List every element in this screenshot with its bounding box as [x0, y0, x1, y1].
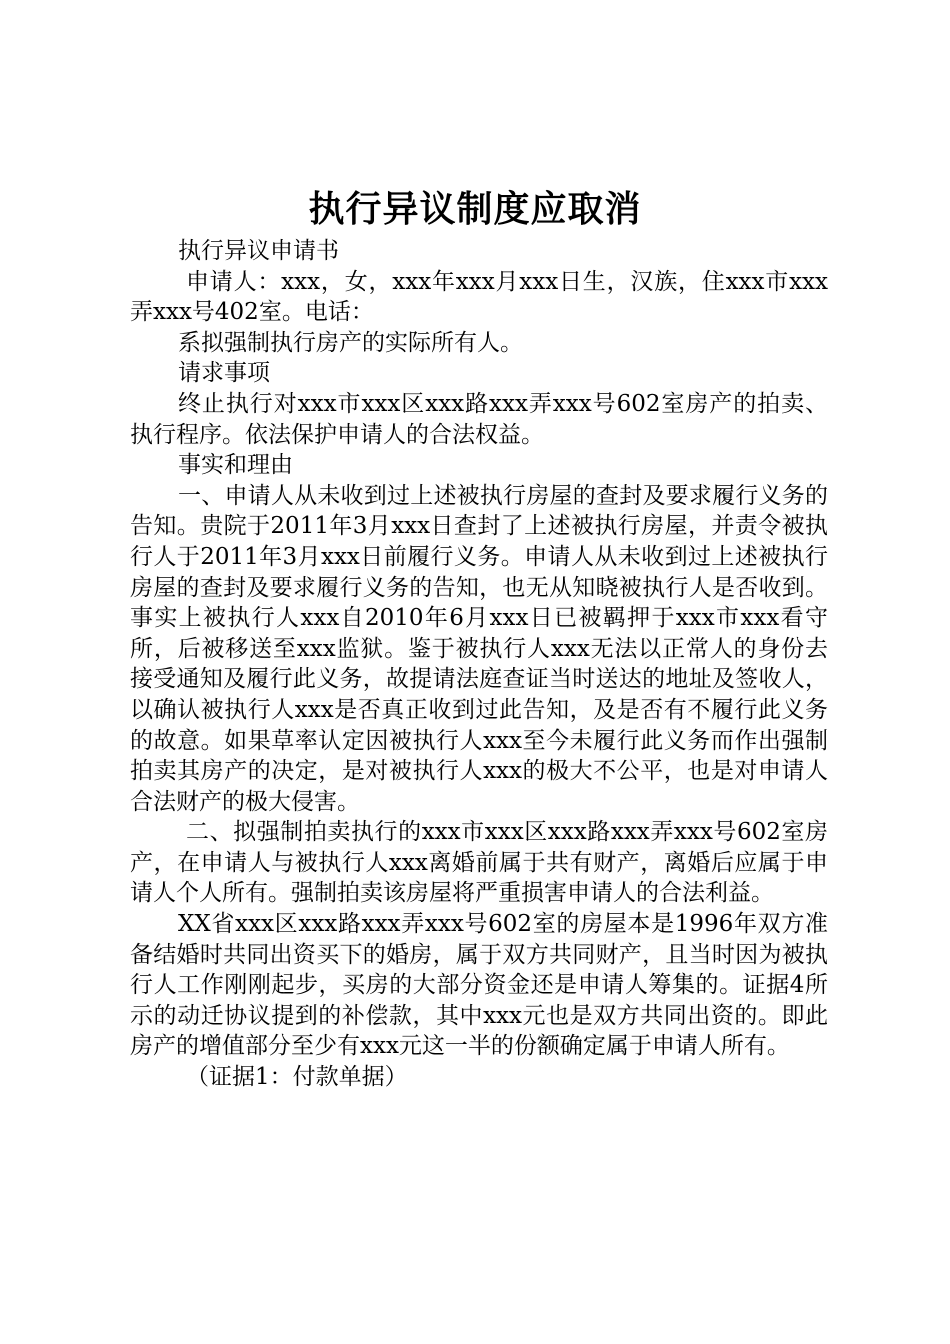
paragraph-owner-statement: 系拟强制执行房产的实际所有人。	[178, 329, 523, 356]
paragraph-evidence-note: （证据1：付款单据）	[186, 1064, 408, 1091]
paragraph-request-content: 终止执行对xxx市xxx区xxx路xxx弄xxx号602室房产的拍卖、执行程序。依法保护申请人的合法权益。	[130, 390, 828, 448]
document-title: 执行异议制度应取消	[308, 189, 642, 230]
paragraph-request-heading: 请求事项	[178, 360, 270, 387]
document-body	[130, 236, 828, 1093]
paragraph-applicant-info: 申请人：xxx，女，xxx年xxx月xxx日生，汉族，住xxx市xxx弄xxx号402室。电话：	[130, 268, 828, 326]
paragraph-property-history: XX省xxx区xxx路xxx弄xxx号602室的房屋本是1996年双方准备结婚时共同出资买下的婚房，属于双方共同财产，且当时因为被执行人工作刚刚起步，买房的大部分资金还是申请人筹集的。证据4所示的动迁协议提到的补偿款，其中xxx元也是双方共同出资的。即此房产的增值部分至少有xxx元这一半的份额确定属于申请人所有。	[130, 911, 828, 1060]
paragraph-reason-two: 二、拟强制拍卖执行的xxx市xxx区xxx路xxx弄xxx号602室房产，在申请人与被执行人xxx离婚前属于共有财产，离婚后应属于申请人个人所有。强制拍卖该房屋将严重损害申请人的合法利益。	[130, 819, 828, 907]
paragraph-application-heading: 执行异议申请书	[178, 238, 339, 264]
paragraph-reason-one: 一、申请人从未收到过上述被执行房屋的查封及要求履行义务的告知。贵院于2011年3月xxx日查封了上述被执行房屋，并责令被执行人于2011年3月xxx日前履行义务。申请人从未收到过上述被执行房屋的查封及要求履行义务的告知，也无从知晓被执行人是否收到。事实上被执行人xxx自2010年6月xxx日已被羁押于xxx市xxx看守所，后被移送至xxx监狱。鉴于被执行人xxx无法以正常人的身份去接受通知及履行此义务，故提请法庭查证当时送达的地址及签收人，以确认被执行人xxx是否真正收到过此告知，及是否有不履行此义务的故意。如果草率认定因被执行人xxx至今未履行此义务而作出强制拍卖其房产的决定，是对被执行人xxx的极大不公平，也是对申请人合法财产的极大侵害。	[130, 482, 828, 815]
paragraph-facts-heading: 事实和理由	[178, 452, 293, 479]
